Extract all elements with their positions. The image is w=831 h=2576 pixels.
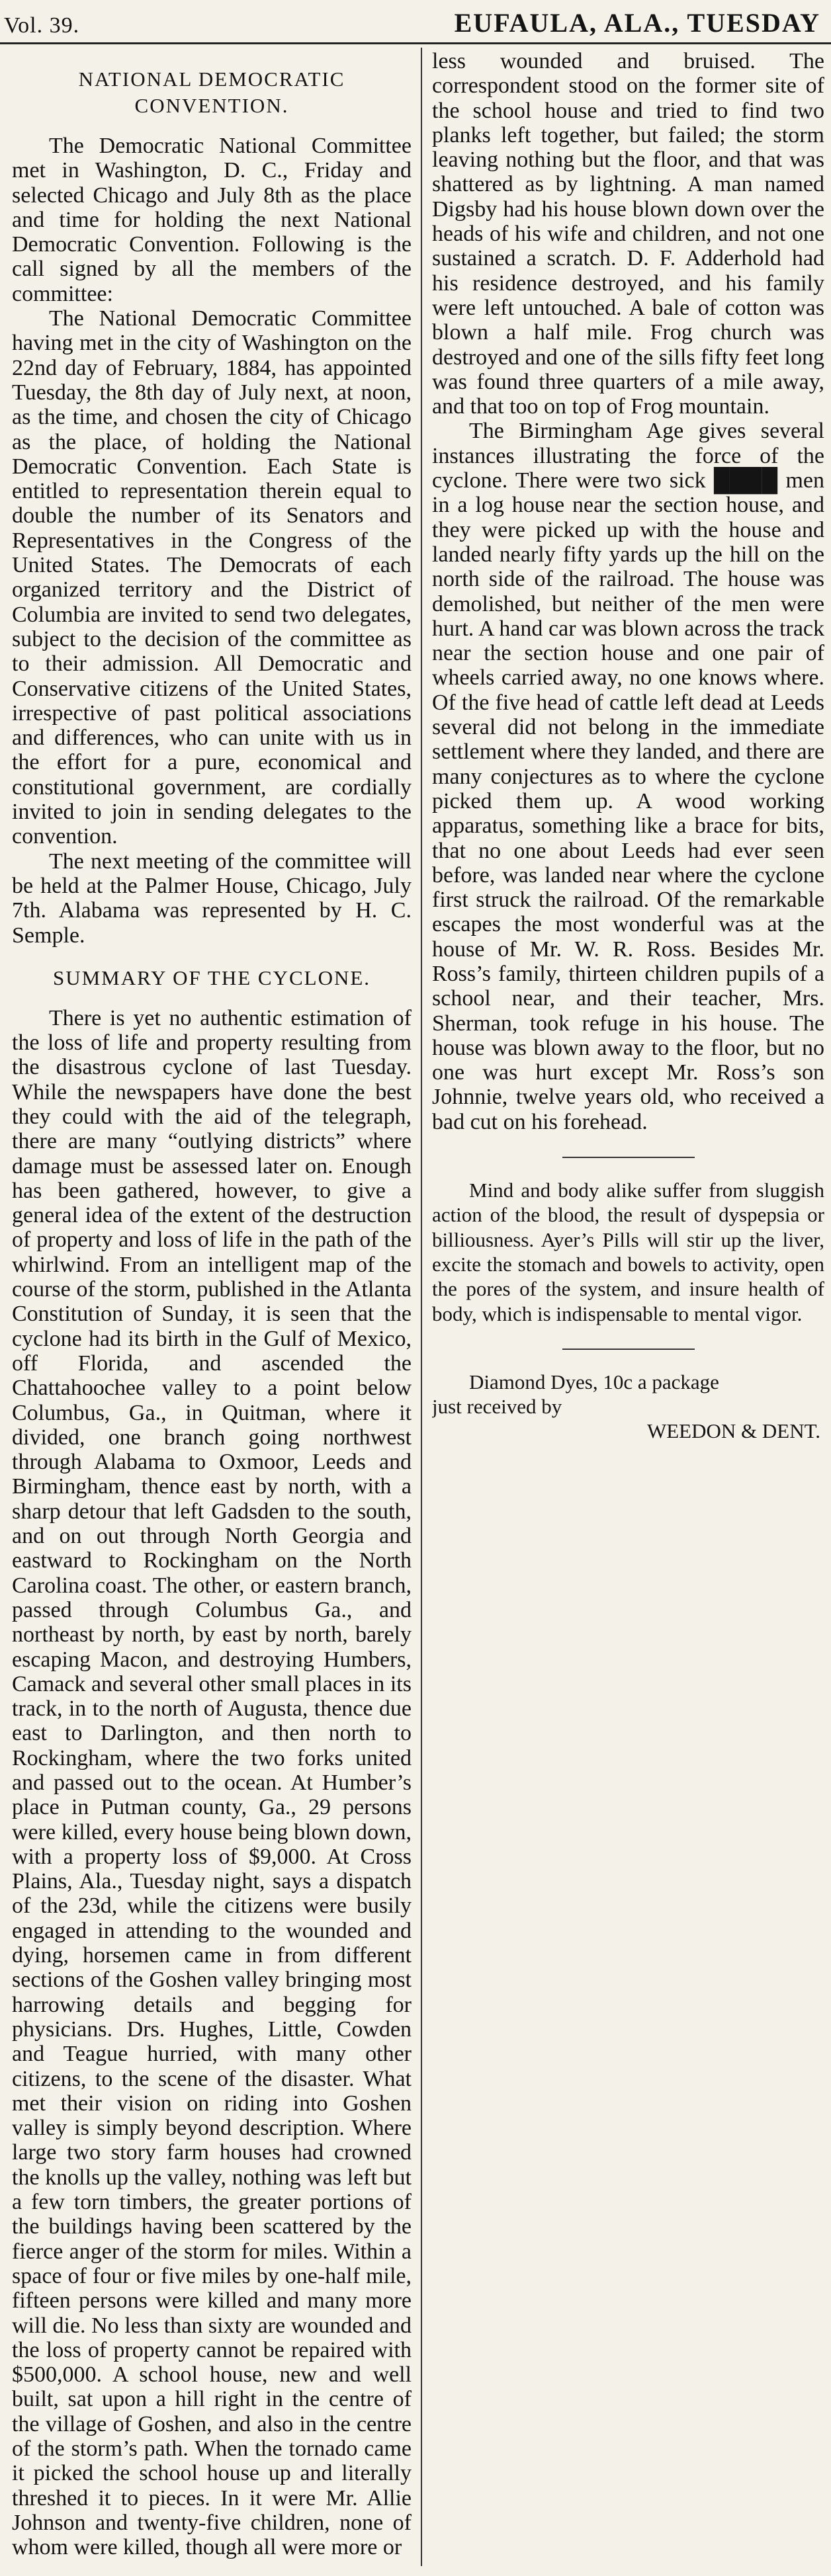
masthead	[0, 0, 831, 38]
convention-headline: NATIONAL DEMOCRATIC CONVENTION.	[78, 67, 345, 117]
cyclone-paragraph-2: The Birmingham Age gives several instances illustrating the force of the cyclone. There were two sick ████ men in a log house near the section house, and they were picked up with the house and landed nearly fifty yards up the hill on the north side of the railroad. The house was demolished, but neither of the men were hurt. A hand car was blown across the track near the section house and one pair of wheels carried away, no one knows where. Of the five head of cattle left dead at Leeds several did not belong in the immediate settlement where they landed, and there are many conjectures as to where the cyclone picked them up. A wood working apparatus, something like a brace for bits, that no one about Leeds had ever seen before, was landed near where the cyclone first struck the railroad. Of the remarkable escapes the most wonderful was at the house of Mr. W. R. Ross. Besides Mr. Ross’s family, thirteen children pupils of a school near, and their teacher, Mrs. Sherman, took refuge in his house. The house was blown away to the floor, but no one was hurt except Mr. Ross’s son Johnnie, twelve years old, who received a bad cut on his forehead.	[432, 419, 824, 1134]
diamond-dyes-line: Diamond Dyes, 10c a package	[469, 1370, 719, 1393]
ayer-pills-ad: Mind and body alike suffer from sluggish action of the blood, the result of dyspepsia or billiousness. Ayer’s Pills will stir up the liver, excite the stomach and bowels to activity, open the pores of the system, and insure health of body, which is indispensable to mental vigor.	[432, 1179, 824, 1325]
convention-paragraph-1: The Democratic National Committee met in Washington, D. C., Friday and selected Chicago and July 8th as the place and time for holding the next National Democratic Convention. Following is the call signed by all the members of the committee:	[12, 134, 412, 306]
volume-number: Vol. 39.	[4, 13, 80, 38]
cyclone-headline: SUMMARY OF THE CYCLONE.	[52, 966, 371, 989]
cyclone-paragraph-1: There is yet no authentic estimation of the loss of life and property resulting from the disastrous cyclone of last Tuesday. While the newspapers have done the best they could with the aid of the telegraph, there are many “outlying districts” where damage must be assessed later on. Enough has been gathered, however, to give a general idea of the extent of the destruction of property and loss of life in the path of the whirlwind. From an intelligent map of the course of the storm, published in the Atlanta Constitution of Sunday, it is seen that the cyclone had its birth in the Gulf of Mexico, off Florida, and ascended the Chattahoochee valley to a point below Columbus, Ga., in Quitman, where it divided, one branch going northwest through Alabama to Oxmoor, Leeds and Birmingham, thence east by north, with a sharp detour that left Gadsden to the south, and on out through North Georgia and eastward to Rockingham on the North Carolina coast. The other, or eastern branch, passed through Columbus Ga., and northeast by north, by east by north, barely escaping Macon, and destroying Humbers, Camack and several other small places in its track, in to the north of Augusta, thence due east to Darlington, and then north to Rockingham, where the two forks united and passed out to the ocean. At Humber’s place in Putman county, Ga., 29 persons were killed, every house being blown down, with a property loss of $9,000. At Cross Plains, Ala., Tuesday night, says a dispatch of the 23d, while the citizens were busily engaged in attending to the wounded and dying, horsemen came in from different sections of the Goshen valley bringing most harrowing details and begging for physicians. Drs. Hughes, Little, Cowden and Teague hurried, with many other citizens, to the scene of the disaster. What met their vision on riding into Goshen valley is simply beyond description. Where large two story farm houses had crowned the knolls up the valley, nothing was left but a few torn timbers, the greater portions of the buildings having been scattered by the fierce anger of the storm for miles. Within a space of four or five miles by one-half mile, fifteen persons were killed and many more will die. No less than sixty are wounded and the loss of property cannot be repaired with $500,000. A school house, new and well built, sat upon a hill right in the centre of the village of Goshen, and also in the centre of the storm’s path. When the tornado came it picked the school house up and literally threshed it to pieces. In it were Mr. Allie Johnson and twenty-five children, none of whom were killed, though all were more or	[12, 1005, 412, 2560]
masthead-rule	[0, 42, 831, 44]
diamond-dyes-line-2: just received by	[432, 1395, 562, 1419]
ad-separator	[562, 1157, 695, 1158]
convention-paragraph-2: The National Democratic Committee having met in the city of Washington on the 22nd day of February, 1884, has appointed Tuesday, the 8th day of July next, at noon, as the time, and chosen the city of Chicago as the place, of holding the National Democratic Convention. Each State is entitled to representation therein equal to double the number of its Senators and Representatives in the Congress of the United States. The Democrats of each organized territory and the District of Columbia are invited to send two delegates, subject to the decision of the committee as to their admission. All Democratic and Conservative citizens of the United States, irrespective of past political associations and differences, who can unite with us in the effort for a pure, economical and constitutional government, are cordially invited to join in sending delegates to the convention.	[12, 306, 412, 849]
cyclone-paragraph-1-continued: less wounded and bruised. The correspondent stood on the former site of the school house and tried to find two planks left together, but failed; the storm leaving nothing but the floor, and that was shattered as by lightning. A man named Digsby had his house blown down over the heads of his wife and children, and not one sustained a scratch. D. F. Adderhold had his residence destroyed, and his family were left untouched. A bale of cotton was blown a half mile. Frog church was destroyed and one of the sills fifty feet long was found three quarters of a mile away, and that too on top of Frog mountain.	[432, 49, 824, 419]
cyclone-continued	[432, 49, 824, 419]
ad-separator-2	[562, 1349, 695, 1350]
advertiser-signature: WEEDON & DENT.	[646, 1419, 820, 1443]
column-divider	[421, 48, 422, 2566]
right-column	[432, 49, 824, 2562]
left-column	[12, 49, 412, 2562]
paper-title: EUFAULA, ALA., TUESDAY	[454, 8, 820, 38]
convention-paragraph-3: The next meeting of the committee will be held at the Palmer House, Chicago, July 7th. Alabama was represented by H. C. Semple.	[12, 849, 412, 948]
